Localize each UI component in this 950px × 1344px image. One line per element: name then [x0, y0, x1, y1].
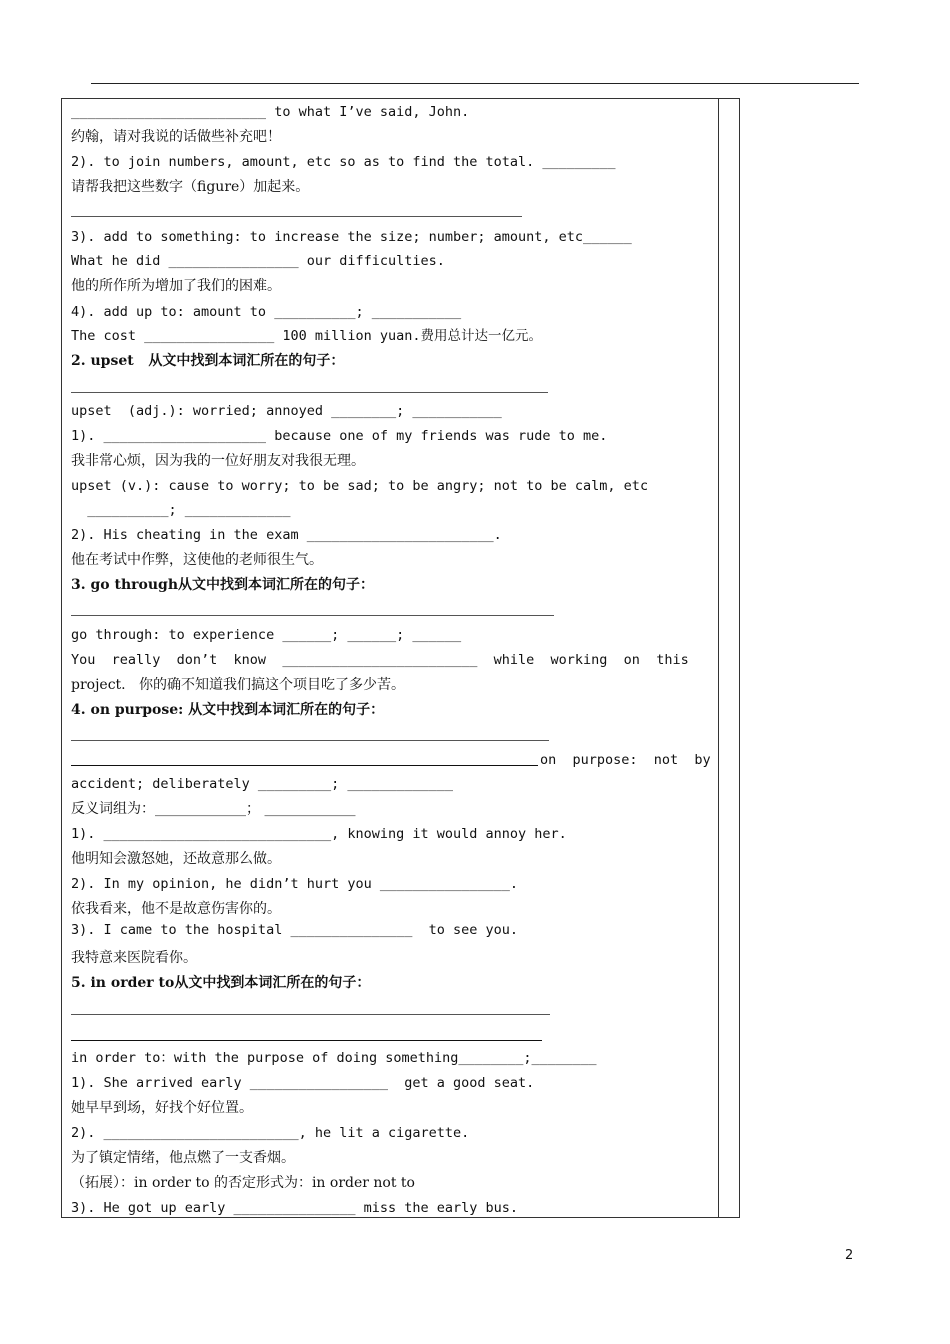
text-line: 2). ________________________, he lit a cigarette. [71, 1125, 470, 1141]
text-line: 我非常心烦，因为我的一位好朋友对我很无理。 [71, 453, 365, 469]
text-line: 她早早到场，好找个好位置。 [71, 1100, 253, 1116]
text-line: 1). ____________________ because one of my friends was rude to me. [71, 428, 608, 444]
answer-blank-line [71, 1014, 550, 1015]
text-line: 请帮我把这些数字（figure）加起来。 [71, 179, 310, 195]
header-rule [91, 83, 859, 84]
text-line: The cost ________________ 100 million yuan.费用总计达一亿元。 [71, 328, 542, 344]
section-heading: 2. upset 从文中找到本词汇所在的句子： [71, 353, 345, 369]
text-line: 3). He got up early _______________ miss the early bus. [71, 1200, 519, 1216]
text-line: 他明知会激怒她，还故意那么做。 [71, 851, 281, 867]
text-line: ________________________ to what I’ve said, John. [71, 104, 470, 120]
text-line: 反义词组为：_____________； _____________ [71, 801, 356, 817]
section-heading: 4. on purpose: 从文中找到本词汇所在的句子： [71, 702, 385, 718]
section-heading: 3. go through从文中找到本词汇所在的句子： [71, 577, 374, 593]
section-heading: 5. in order to从文中找到本词汇所在的句子： [71, 975, 371, 991]
text-line: 为了镇定情绪，他点燃了一支香烟。 [71, 1150, 295, 1166]
text-line: 2). to join numbers, amount, etc so as to find the total. _________ [71, 154, 616, 170]
text-line: 他的所作所为增加了我们的困难。 [71, 278, 281, 294]
text-line: （拓展）：in order to 的否定形式为：in order not to [71, 1175, 415, 1191]
text-line: accident; deliberately _________; _____________ [71, 776, 454, 792]
text-line: upset (adj.): worried; annoyed ________; ___________ [71, 403, 502, 419]
answer-blank-line [71, 1040, 542, 1041]
text-line: 约翰，请对我说的话做些补充吧！ [71, 129, 281, 145]
answer-blank-line [71, 740, 549, 741]
text-line: 4). add up to: amount to __________; ___________ [71, 304, 462, 320]
text-line: 1). ____________________________, knowing it would annoy her. [71, 826, 567, 842]
text-line: You really don’t know ________________________ while working on this [71, 652, 689, 668]
text-line: on purpose: not by [540, 752, 711, 768]
text-line: in order to：with the purpose of doing something________;________ [71, 1050, 597, 1066]
text-line: 3). add to something: to increase the size; number; amount, etc______ [71, 229, 632, 245]
answer-blank-line [71, 765, 538, 766]
text-line: go through: to experience ______; ______; ______ [71, 627, 462, 643]
table-column-divider [718, 98, 719, 1218]
text-line: upset (v.): cause to worry; to be sad; to be angry; not to be calm, etc [71, 478, 649, 494]
text-line: 2). His cheating in the exam _______________________. [71, 527, 502, 543]
answer-blank-line [71, 615, 554, 616]
text-line: What he did ________________ our difficulties. [71, 253, 445, 269]
answer-blank-line [71, 216, 522, 217]
text-line: 1). She arrived early _________________ get a good seat. [71, 1075, 535, 1091]
text-line: 他在考试中作弊，这使他的老师很生气。 [71, 552, 323, 568]
text-line: project. 你的确不知道我们搞这个项目吃了多少苦。 [71, 677, 405, 693]
text-line: 3). I came to the hospital _______________ to see you. [71, 922, 519, 938]
text-line: 2). In my opinion, he didn’t hurt you ________________. [71, 876, 519, 892]
page-number: 2 [845, 1248, 854, 1263]
text-line: 依我看来，他不是故意伤害你的。 [71, 901, 281, 917]
answer-blank-line [71, 392, 548, 393]
text-line: 我特意来医院看你。 [71, 950, 197, 966]
text-line: __________; _____________ [71, 502, 291, 518]
